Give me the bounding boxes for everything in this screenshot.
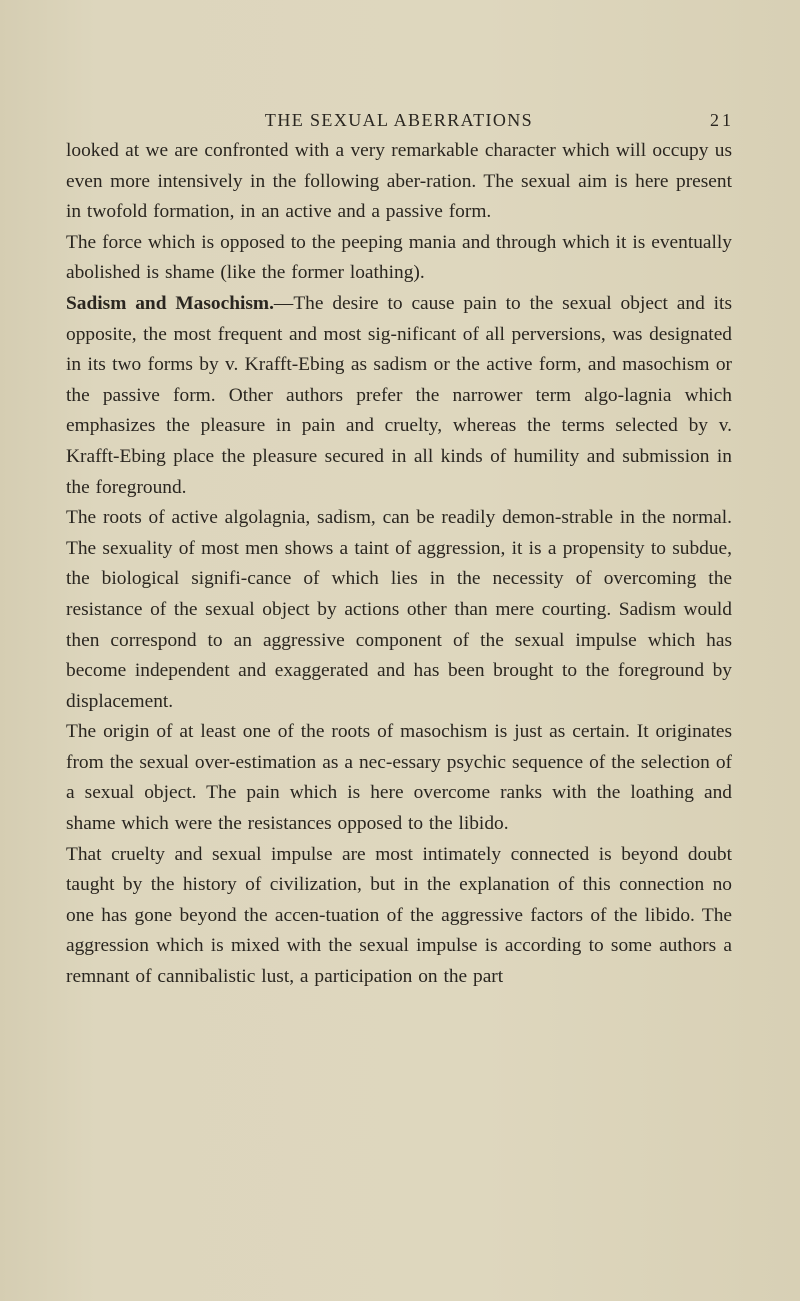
running-title: THE SEXUAL ABERRATIONS [264, 110, 534, 130]
paragraph-2: The force which is opposed to the peeping mania and through which it is eventually abolished is shame (like the former loathing). [66, 231, 732, 284]
running-head [66, 96, 732, 136]
paragraph-4: The roots of active algolagnia, sadism, can be readily demon-strable in the normal. The sexuality of most men shows a taint of aggression, it is a propensity to subdue, the biological signifi-cance of which lies in the necessity of overcoming the resistance of the sexual object by actions other than mere courting. Sadism would then correspond to an aggressive component of the sexual impulse which has become independent and exaggerated and has been brought to the foreground by displacement. [66, 507, 732, 712]
paragraph-1: looked at we are confronted with a very remarkable character which will occupy us even more intensively in the following aber-ration. The sexual aim is here present in twofold formation, in an active and a passive form. [66, 140, 732, 223]
paragraph-6: That cruelty and sexual impulse are most intimately connected is beyond doubt taught by the history of civilization, but in the explanation of this connection no one has gone beyond the accen-tuation of the aggressive factors of the libido. The aggression which is mixed with the sexual impulse is according to some authors a remnant of cannibalistic lust, a participation on the part [66, 843, 732, 988]
book-page [66, 96, 732, 993]
page-number: 21 [710, 110, 734, 130]
paragraph-3-text: —The desire to cause pain to the sexual object and its opposite, the most frequent and most sig-nificant of all perversions, was designated in its two forms by v. Krafft-Ebing as sadism or the active form, and masochism or the passive form. Other authors prefer the narrower term algo-lagnia which emphasizes the pleasure in pain and cruelty, whereas the terms selected by v. Krafft-Ebing place the pleasure secured in all kinds of humility and submission in the foreground. [66, 292, 732, 498]
body-text [66, 136, 732, 993]
paragraph-3 [66, 289, 732, 503]
section-heading-sadism-masochism: Sadism and Masochism. [66, 292, 274, 314]
paragraph-5: The origin of at least one of the roots of masochism is just as certain. It originates from the sexual over-estimation as a nec-essary psychic sequence of the selection of a sexual object. The pain which is here overcome ranks with the loathing and shame which were the resistances opposed to the libido. [66, 721, 732, 835]
